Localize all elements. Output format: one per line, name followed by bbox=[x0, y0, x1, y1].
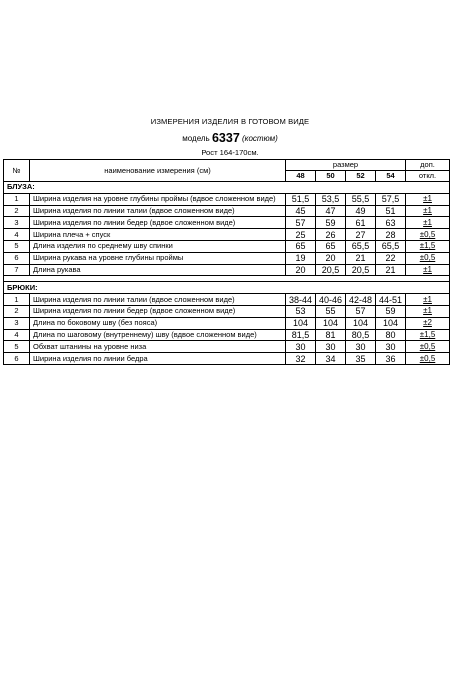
size-header: 48 bbox=[286, 171, 316, 182]
tolerance-value: ±0,5 bbox=[406, 252, 450, 264]
size-value: 27 bbox=[346, 229, 376, 241]
section-title-row bbox=[4, 282, 450, 294]
tolerance-value: ±1,5 bbox=[406, 240, 450, 252]
column-header-number: № bbox=[4, 160, 30, 182]
table-row bbox=[4, 329, 450, 341]
size-value: 55,5 bbox=[346, 193, 376, 205]
size-value: 30 bbox=[286, 341, 316, 353]
size-value: 40-46 bbox=[316, 294, 346, 306]
size-value: 26 bbox=[316, 229, 346, 241]
size-header: 50 bbox=[316, 171, 346, 182]
column-header-name: наименование измерения (см) bbox=[30, 160, 286, 182]
size-value: 81,5 bbox=[286, 329, 316, 341]
measurement-name: Длина изделия по среднему шву спинки bbox=[30, 240, 286, 252]
size-header: 54 bbox=[376, 171, 406, 182]
row-number: 6 bbox=[4, 353, 30, 365]
model-label: модель bbox=[182, 134, 210, 143]
measurement-name: Ширина изделия по линии талии (вдвое сложенном виде) bbox=[30, 205, 286, 217]
size-value: 59 bbox=[376, 305, 406, 317]
section-title-row bbox=[4, 182, 450, 194]
size-value: 20,5 bbox=[346, 264, 376, 276]
row-number: 4 bbox=[4, 329, 30, 341]
document-title: ИЗМЕРЕНИЯ ИЗДЕЛИЯ В ГОТОВОМ ВИДЕ bbox=[150, 117, 310, 126]
size-value: 104 bbox=[376, 317, 406, 329]
size-value: 53,5 bbox=[316, 193, 346, 205]
size-value: 49 bbox=[346, 205, 376, 217]
tolerance-value: ±1,5 bbox=[406, 329, 450, 341]
measurement-name: Ширина рукава на уровне глубины проймы bbox=[30, 252, 286, 264]
column-header-tolerance-2: откл. bbox=[406, 171, 450, 182]
section-title: БРЮКИ: bbox=[4, 282, 450, 294]
size-value: 104 bbox=[316, 317, 346, 329]
section-title: БЛУЗА: bbox=[4, 182, 450, 194]
tolerance-value: ±1 bbox=[406, 294, 450, 306]
measurement-name: Ширина изделия по линии бедер (вдвое сложенном виде) bbox=[30, 305, 286, 317]
table-row bbox=[4, 294, 450, 306]
tolerance-value: ±1 bbox=[406, 264, 450, 276]
measurement-name: Длина по шаговому (внутреннему) шву (вдвое сложенном виде) bbox=[30, 329, 286, 341]
row-number: 5 bbox=[4, 341, 30, 353]
tolerance-value: ±0,5 bbox=[406, 353, 450, 365]
size-value: 34 bbox=[316, 353, 346, 365]
size-value: 28 bbox=[376, 229, 406, 241]
table-row bbox=[4, 229, 450, 241]
size-value: 51,5 bbox=[286, 193, 316, 205]
size-value: 53 bbox=[286, 305, 316, 317]
size-value: 57 bbox=[346, 305, 376, 317]
measurement-name: Ширина изделия по линии талии (вдвое сложенном виде) bbox=[30, 294, 286, 306]
model-type: (костюм) bbox=[242, 134, 278, 143]
measurement-name: Обхват штанины на уровне низа bbox=[30, 341, 286, 353]
table-row bbox=[4, 353, 450, 365]
tolerance-value: ±1 bbox=[406, 193, 450, 205]
size-value: 19 bbox=[286, 252, 316, 264]
size-value: 61 bbox=[346, 217, 376, 229]
size-value: 20 bbox=[286, 264, 316, 276]
size-value: 30 bbox=[376, 341, 406, 353]
measurement-name: Длина по боковому шву (без пояса) bbox=[30, 317, 286, 329]
size-value: 25 bbox=[286, 229, 316, 241]
size-header: 52 bbox=[346, 171, 376, 182]
size-value: 81 bbox=[316, 329, 346, 341]
measurement-name: Ширина изделия на уровне глубины проймы (вдвое сложенном виде) bbox=[30, 193, 286, 205]
size-value: 104 bbox=[346, 317, 376, 329]
table-row bbox=[4, 205, 450, 217]
size-value: 47 bbox=[316, 205, 346, 217]
row-number: 7 bbox=[4, 264, 30, 276]
table-row bbox=[4, 264, 450, 276]
measurement-name: Ширина изделия по линии бедер (вдвое сложенном виде) bbox=[30, 217, 286, 229]
size-value: 21 bbox=[346, 252, 376, 264]
row-number: 4 bbox=[4, 229, 30, 241]
header-row bbox=[4, 160, 450, 171]
row-number: 5 bbox=[4, 240, 30, 252]
size-value: 20,5 bbox=[316, 264, 346, 276]
table-row bbox=[4, 217, 450, 229]
tolerance-value: ±0,5 bbox=[406, 341, 450, 353]
height-range: Рост 164-170см. bbox=[201, 148, 259, 157]
row-number: 6 bbox=[4, 252, 30, 264]
size-value: 35 bbox=[346, 353, 376, 365]
size-value: 65 bbox=[316, 240, 346, 252]
row-number: 2 bbox=[4, 205, 30, 217]
size-value: 36 bbox=[376, 353, 406, 365]
size-value: 20 bbox=[316, 252, 346, 264]
row-number: 1 bbox=[4, 294, 30, 306]
measurement-name: Длина рукава bbox=[30, 264, 286, 276]
size-value: 30 bbox=[316, 341, 346, 353]
model-number: 6337 bbox=[211, 131, 240, 145]
size-value: 30 bbox=[346, 341, 376, 353]
size-value: 65 bbox=[286, 240, 316, 252]
row-number: 3 bbox=[4, 217, 30, 229]
row-number: 3 bbox=[4, 317, 30, 329]
size-value: 38-44 bbox=[286, 294, 316, 306]
row-number: 1 bbox=[4, 193, 30, 205]
size-value: 51 bbox=[376, 205, 406, 217]
tolerance-value: ±2 bbox=[406, 317, 450, 329]
size-table bbox=[3, 159, 450, 365]
table-row bbox=[4, 341, 450, 353]
table-row bbox=[4, 252, 450, 264]
size-value: 42-48 bbox=[346, 294, 376, 306]
measurement-name: Ширина плеча + спуск bbox=[30, 229, 286, 241]
model-line bbox=[0, 131, 460, 145]
tolerance-value: ±1 bbox=[406, 305, 450, 317]
size-value: 21 bbox=[376, 264, 406, 276]
size-value: 80 bbox=[376, 329, 406, 341]
size-value: 22 bbox=[376, 252, 406, 264]
size-value: 55 bbox=[316, 305, 346, 317]
measurement-name: Ширина изделия по линии бедра bbox=[30, 353, 286, 365]
size-value: 57 bbox=[286, 217, 316, 229]
size-value: 45 bbox=[286, 205, 316, 217]
column-header-tolerance: доп. bbox=[406, 160, 450, 171]
size-value: 57,5 bbox=[376, 193, 406, 205]
table-row bbox=[4, 240, 450, 252]
size-value: 63 bbox=[376, 217, 406, 229]
size-value: 80,5 bbox=[346, 329, 376, 341]
tolerance-value: ±1 bbox=[406, 205, 450, 217]
table-row bbox=[4, 305, 450, 317]
size-value: 65,5 bbox=[346, 240, 376, 252]
size-value: 32 bbox=[286, 353, 316, 365]
size-value: 104 bbox=[286, 317, 316, 329]
tolerance-value: ±0,5 bbox=[406, 229, 450, 241]
tolerance-value: ±1 bbox=[406, 217, 450, 229]
size-value: 65,5 bbox=[376, 240, 406, 252]
row-number: 2 bbox=[4, 305, 30, 317]
size-value: 59 bbox=[316, 217, 346, 229]
column-header-size: размер bbox=[286, 160, 406, 171]
table-row bbox=[4, 317, 450, 329]
table-row bbox=[4, 193, 450, 205]
size-value: 44-51 bbox=[376, 294, 406, 306]
